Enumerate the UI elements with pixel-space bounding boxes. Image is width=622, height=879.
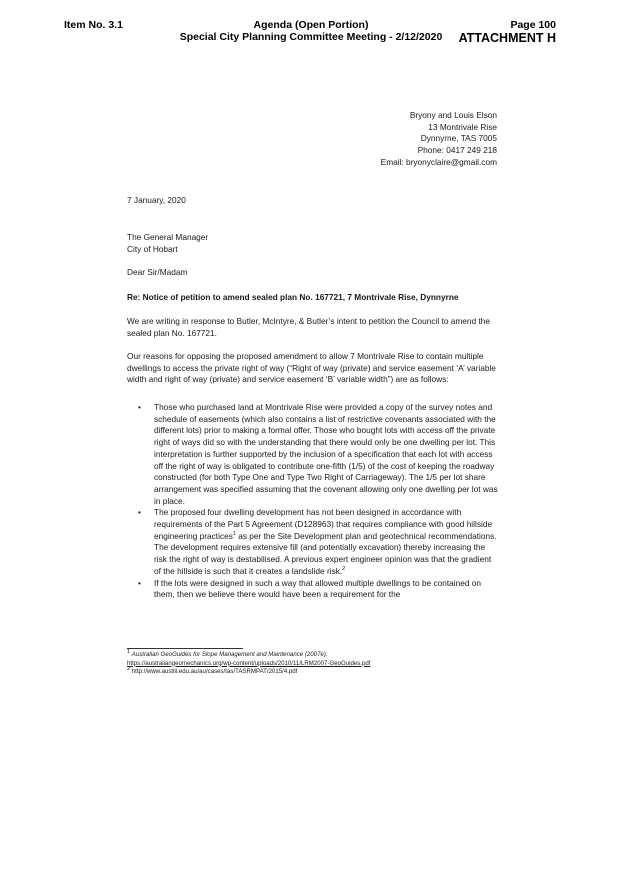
sender-street: 13 Montrivale Rise	[428, 121, 497, 132]
footnote-1-link[interactable]: https://australiangeomechanics.org/wp-content/uploads/2010/11/LRM2007-GeoGuides.pdf	[127, 659, 371, 667]
recipient-org: City of Hobart	[127, 243, 178, 254]
body-paragraph: Our reasons for opposing the proposed amendment to allow 7 Montrivale Rise to contain multiple dwellings to access the private right of way (“Right of way (private) and service easement ‘A’ variable width and right of way (private) and service easement ‘B’ variable width”) are as follows:	[127, 351, 496, 385]
list-item	[127, 507, 499, 577]
sender-address	[381, 110, 497, 169]
list-item-text: as per the Site Development plan and geotechnical recommendations. The development requires extensive fill (and potentially excavation) thereby increasing the risk the right of way is destabilised. A previous expert engineer opinion was that the gradient of the hillside is such that it creates a landslide risk.	[154, 530, 497, 576]
footnote-2	[127, 665, 507, 677]
list-item	[127, 578, 499, 601]
sender-suburb: Dynnyrne, TAS 7005	[420, 133, 497, 144]
recipient-block	[127, 232, 499, 255]
footnote-number: 2	[127, 665, 131, 672]
footnote-number: 1	[127, 648, 131, 655]
footnotes	[127, 648, 507, 677]
attachment-label: ATTACHMENT H	[458, 31, 556, 45]
sender-phone: Phone: 0417 249 218	[417, 145, 497, 156]
footnote-divider	[127, 648, 243, 649]
letter-date: 7 January, 2020	[127, 195, 186, 205]
recipient-title: The General Manager	[127, 232, 209, 242]
bullet-icon: •	[138, 507, 141, 518]
agenda-title: Agenda (Open Portion)	[253, 19, 369, 31]
page-header-right	[459, 19, 556, 45]
salutation: Dear Sir/Madam	[127, 267, 188, 277]
list-item-text: Those who purchased land at Montrivale Rise were provided a copy of the survey notes and schedule of easements (which also contains a list of restrictive covenants associated with the different lots) prior to making a formal offer. Those who bought lots with access off the private right of ways did so with the understanding that there would only be one dwelling per lot. This interpretation is further supported by the inclusion of a specification that each lot with access off the right of way is obligated to contribute one-fifth (1/5) of the cost of keeping the roadway constructed (for both Type One and Type Two Right of Carriageway). The 1/5 per lot share arrangement was specified assuming that the covenant allowing only one dwelling per lot was in place.	[154, 402, 498, 506]
sender-name: Bryony and Louis Elson	[409, 110, 497, 120]
list-item-text: The proposed four dwelling development has not been designed in accordance with requirements of the Part 5 Agreement (D128963) that requires compliance with good hillside engineering practices	[154, 507, 493, 541]
objection-list	[127, 402, 499, 601]
footnote-ref[interactable]: 2	[342, 566, 346, 573]
body-paragraph: We are writing in response to Butler, McIntyre, & Butler’s intent to petition the Council to amend the sealed plan No. 167721.	[127, 316, 490, 338]
list-item	[127, 402, 499, 507]
agenda-header	[150, 19, 472, 43]
page-number: Page 100	[510, 19, 556, 31]
subject-line: Re: Notice of petition to amend sealed plan No. 167721, 7 Montrivale Rise, Dynnyrne	[127, 292, 459, 302]
item-number: Item No. 3.1	[64, 19, 123, 31]
meeting-title: Special City Planning Committee Meeting - 2/12/2020	[179, 31, 443, 43]
bullet-icon: •	[138, 577, 141, 588]
list-item-text: If the lots were designed in such a way that allowed multiple dwellings to be contained on them, then we believe there would have been a requirement for the	[154, 577, 482, 600]
bullet-icon: •	[138, 402, 141, 412]
footnote-1	[127, 648, 507, 660]
footnote-2-link[interactable]: http://www.austlii.edu.au/au/cases/tas/TASRMPAT/2015/4.pdf	[131, 668, 298, 675]
footnote-title: Australian GeoGuides for Slope Management and Maintenance (2007e);	[131, 651, 328, 658]
sender-email: Email: bryonyclaire@gmail.com	[380, 156, 497, 167]
footnote-ref[interactable]: 1	[232, 530, 236, 537]
